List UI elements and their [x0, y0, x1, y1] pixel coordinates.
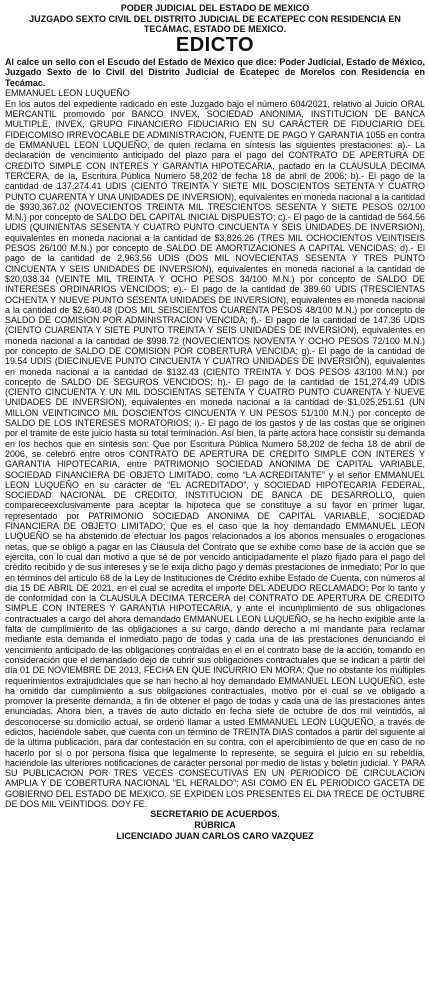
seal-intro-paragraph: Al calce un sello con el Escudo del Estado de México que dice: Poder Judicial, Estado de México, Juzgado Sexto de lo Civil del Distrito Judicial de Ecatepec de Morelos con Residencia en Tecámac.: [5, 56, 425, 88]
addressee-name: EMMANUEL LEON LUQUEÑO: [5, 88, 130, 99]
signer-name: LICENCIADO JUAN CARLOS CARO VAZQUEZ: [116, 830, 314, 841]
edict-body-text: En los autos del expediente radicado en este Juzgado bajo el número 604/2021, relativo al Juicio ORAL MERCANTIL promovido por BANCO INVEX, SOCIEDAD ANONIMA, INSTITUCION DE BANCA MULTIPLE, INVEX, GRUPO FINANCIERO FIDUCIARIO EN SU CARÁCTER DE FIDUCIARIO DEL FIDEICOMISO IRREVOCABLE DE ADMINISTRACION, FUENTE DE PAGO Y GARANTIA 1055 en contra de EMMANUEL LEON LUQUEÑO, de quien reclama en síntesis las siguientes prestaciones: a).- La declaración de vencimiento anticipado del plazo para el pago del CONTRATO DE APERTURA DE CREDITO SIMPLE CON INTERES Y GARANTIA HIPOTECARIA, pactado en la CLAUSULA DECIMA TERCERA, de la, Escritura Pública Numero 58,202 de fecha 18 de abril de 2006; b).- El pago de la cantidad de 137,274.41 UDIS (CIENTO TREINTA Y SIETE MIL DOSCIENTOS SETENTA Y CUATRO PUNTO CUARENTA Y UNA UNIDADES DE INVERSION), equivalentes en moneda nacional a la cantidad de $930,367.02 (NOVECIENTOS TREINTA MIL TRESCIENTOS SESENTA Y SIETE PESOS 02/100 M.N.) por concepto de SALDO DEL CAPITAL INICIAL DISPUESTO; c).- El pago de la cantidad de 564.56 UDIS (QUINIENTAS SESENTA Y CUATRO PUNTO CINCUENTA Y SEIS UNIDADES DE INVERSION), equivalentes en moneda nacional a la cantidad de $3,826.26 (TRES MIL OCHOCIENTOS VEINTISEIS PESOS 26/100 M.N.) por concepto de SALDO DE AMORTIZACIONES A CAPITAL VENCIDAS; d).- El pago de la cantidad de 2,963.56 UDIS (DOS MIL NOVECIENTAS SESENTA Y TRES PUNTO CINCUENTA Y SEIS UNIDADES DE INVERSION), equivalentes en moneda nacional a la cantidad de $20,038.34 (VEINTE MIL TREINTA Y OCHO PESOS 34/100 M.N.) por concepto de SALDO DE INTERESES ORDINARIOS VENCIDOS; e).- El pago de la cantidad de 389.60 UDIS (TRESCIENTAS OCHENTA Y NUEVE PUNTO SESENTA UNIDADES DE INVERSION), equivalentes en moneda nacional a la cantidad de $2,640.48 (DOS MIL SEISCIENTOS CUARENTA PESOS 48/100 M.N.) por concepto de SALDO DE COMISION POR ADMINISTRACION VENCIDA; f).- El pago de la cantidad de 147.36 UDIS (CIENTO CUARENTA Y SIETE PUNTO TREINTA Y SEIS UNIDADES DE INVERSION), equivalentes en moneda nacional a la cantidad de $998.72 (NOVECIENTOS NOVENTA Y OCHO PESOS 72/100 M.N.) por concepto de SALDO DE COMISION POR COBERTURA VENCIDA; g).- El pago de la cantidad de 19.54 UDIS (DIECINUEVE PUNTO CINCUENTA Y CUATRO UNIDADES DE INVERSIÓN), equivalentes en moneda nacional a la cantidad de $132.43 (CIENTO TREINTA Y DOS PESOS 43/100 M.N.) por concepto de SALDO DE SEGUROS VENCIDOS; h).- El pago de la cantidad de 151,274.49 UDIS (CIENTO CINCUENTA Y UN MIL DOSCIENTAS SETENTA Y CUATRO PUNTO CUARENTA Y NUEVE UNIDADES DE INVERSION), equivalentes en moneda nacional a la cantidad de $1,025,251.51 (UN MILLON VEINTICINCO MIL DOSCIENTOS CINCUENTA Y UN PESOS 51/100 M.N.) por concepto de SALDO DE LOS INTERESES MORATORIOS; i).- El pago de los gastos y de las costas que se originen por el trámite de éste juicio hasta su total terminación. Así bien, la parte actora hace consistir su demanda en los hechos que en síntesis son: Que por Escritura Pública Numero 58,202 de fecha 18 de abril de 2006, se celebró entre otros CONTRATO DE APERTURA DE CREDITO SIMPLE CON INTERES Y GARANTIA HIPOTECARIA, entre PATRIMONIO SOCIEDAD ANONIMA DE CAPITAL VARIABLE, SOCIEDAD FINANCIERA DE OBJETO LIMITADO, como “LA ACREDITANTE” y el señor EMMANUEL LEON LUQUEÑO en su carácter de “EL ACREDITADO”, y SOCIEDAD HIPOTECARIA FEDERAL, SOCIEDAD NACIONAL DE CREDITO, INSTITUCION DE BANCA DE DESARROLLO, quien compareceexclusivamente para aceptar la hipoteca que se constituye a su favor en primer lugar, representado por PATRIMONIO SOCIEDAD ANONIMA DE CAPITAL VARIABLE, SOCIEDAD FINANCIERA DE OBJETO LIMITADO; Que es el caso que la hoy demandado EMMANUEL LEON LUQUEÑO se ha abstenido de efectuar los pagos relacionados a los abonos mensuales o erogaciones netas, que se obligó a pagar en las Cláusula del Contrato que se exhibe como base de la acción que se ejercita, con lo cual dan motivo a que sé de por vencido anticipadamente el plazo fijado para el pago del crédito recibido y de sus intereses y se le exija dicho pago y demás prestaciones de inmediato; Por lo que en términos del artículo 68 de la Ley de Instituciones de Crédito exhibe Estado de Cuenta, con números al día 15 DE ABRIL DE 2021, en el cual se acredita el importe DEL ADEUDO RECLAMADO; Por lo tanto y de conformidad con la CLAUSULA DECIMA TERCERA del CONTRATO DE APERTURA DE CREDITO SIMPLE CON INTERES Y GARANTIA HIPOTECARIA, y ante el incumplimiento de sus obligaciones contractuales a cargo del ahora demandado EMMANUEL LEON LUQUEÑO, se ha hecho exigible ante la falta de cumplimiento de las obligaciones a su cargo, dando derecho a mi mandante para reclamar mediante esta demanda el inmediato pago de todas y cada una de las prestaciones denunciando el vencimiento anticipado de las obligaciones contraídas en el en el contrato base de la acción, tomando en consideración que el demandado dejo de cubrir sus obligaciones contractuales que se indican a partir del día 01 DE NOVIEMBRE DE 2013, FECHA EN QUE INCURRIO EN MORA; Que no obstante los múltiples requerimientos extrajudiciales que se han hecho al hoy demandado EMMANUEL LEON LUQUEÑO, este ha omitido dar cumplimiento a sus obligaciones contractuales, motivo por el cual se ve obligado a promover la presente demanda, a fin de obtener el pago de todas y cada una de las prestaciones antes enunciadas. Ahora bien, a través de auto dictado en fecha siete de octubre de dos mil veintidós, al desconocerse su domicilio actual, se ordenó llamar a usted EMMANUEL LEON LUQUEÑO, a través de edictos, haciéndole saber, que cuenta con un término de TREINTA DIAS contados a partir del siguiente al de la última publicación, para dar contestación en su contra, con el apercibimiento de que en caso de no hacerlo por sí o por persona física que legalmente lo represente, se seguirá el juicio en su rebeldía, haciéndole las ulteriores notificaciones de carácter personal por medio de listas y boletín judicial. Y PARA SU PUBLICACION POR TRES VECES CONSECUTIVAS EN UN PERIODICO DE CIRCULACION AMPLIA Y DE COBERTURA NACIONAL “EL HERALDO”; ASI COMO EN EL PERIODICO GACETA DE GOBIERNO DEL ESTADO DE MEXICO. SE EXPIDEN LOS PRESENTES EL DIA TRECE DE OCTUBRE DE DOS MIL VEINTIDOS. DOY FE.: [5, 98, 425, 810]
signer-title: SECRETARIO DE ACUERDOS.: [150, 809, 280, 820]
document-title: EDICTO: [175, 33, 255, 56]
court-header-line-1: PODER JUDICIAL DEL ESTADO DE MEXICO: [120, 3, 310, 13]
signature-mark: RÚBRICA: [194, 819, 236, 830]
court-header-line-3: TECÁMAC, ESTADO DE MEXICO.: [143, 24, 287, 34]
court-header-line-2: JUZGADO SEXTO CIVIL DEL DISTRITO JUDICIAL DE ECATEPEC CON RESIDENCIA EN: [29, 13, 401, 24]
